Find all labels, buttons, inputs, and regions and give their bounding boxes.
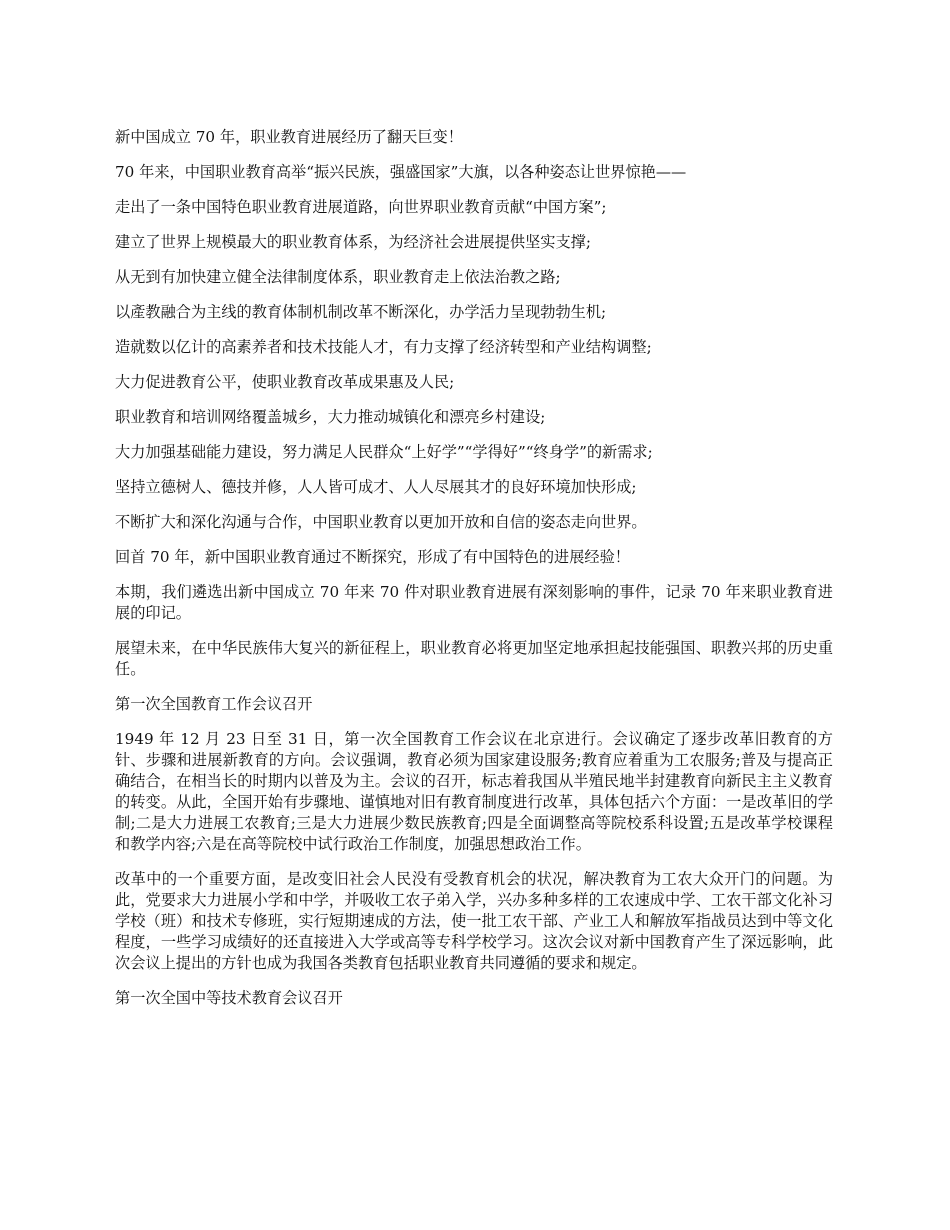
- document-page: [115, 127, 833, 1023]
- paragraph-talent: 造就数以亿计的高素养者和技术技能人才，有力支撑了经济转型和产业结构调整;: [115, 338, 652, 356]
- paragraph-capacity: 大力加强基础能力建设，努力满足人民群众“上好学”“学得好”“终身学”的新需求;: [115, 443, 653, 461]
- paragraph-morality: 坚持立德树人、德技并修，人人皆可成才、人人尽展其才的良好环境加快形成;: [115, 478, 637, 496]
- paragraph-cooperation: 不断扩大和深化沟通与合作，中国职业教育以更加开放和自信的姿态走向世界。: [115, 513, 647, 531]
- paragraph-china-path: 走出了一条中国特色职业教育进展道路，向世界职业教育贡献“中国方案”;: [115, 198, 607, 216]
- paragraph-legal-system: 从无到有加快建立健全法律制度体系，职业教育走上依法治教之路;: [115, 268, 561, 286]
- paragraph-outlook: 展望未来，在中华民族伟大复兴的新征程上，职业教育必将更加坚定地承担起技能强国、职教兴邦的历史重任。: [115, 639, 833, 678]
- paragraph-reform: 改革中的一个重要方面，是改变旧社会人民没有受教育机会的状况，解决教育为工农大众开门的问题。为此，党要求大力进展小学和中学，并吸收工农子弟入学，兴办多种多样的工农速成中学、工农干部文化补习学校（班）和技术专修班，实行短期速成的方法，使一批工农干部、产业工人和解放军指战员达到中等文化程度，一些学习成绩好的还直接进入大学或高等专科学校学习。这次会议对新中国教育产生了深远影响，此次会议上提出的方针也成为我国各类教育包括职业教育共同遵循的要求和规定。: [115, 870, 833, 972]
- paragraph-70-years: 70 年来，中国职业教育高举“振兴民族，强盛国家”大旗，以各种姿态让世界惊艳——: [115, 163, 687, 181]
- paragraph-industry-education: 以產教融合为主线的教育体制机制改革不断深化，办学活力呈现勃勃生机;: [115, 303, 607, 321]
- paragraph-conference-1949: 1949 年 12 月 23 日至 31 日，第一次全国教育工作会议在北京进行。会议确定了逐步改革旧教育的方针、步骤和进展新教育的方向。会议强调，教育必须为国家建设服务;教育应着重为工农服务;普及与提高正确结合，在相当长的时期内以普及为主。会议的召开，标志着我国从半殖民地半封建教育向新民主主义教育的转变。从此，全国开始有步骤地、谨慎地对旧有教育制度进行改革，具体包括六个方面：一是改革旧的学制;二是大力进展工农教育;三是大力进展少数民族教育;四是全面调整高等院校系科设置;五是改革学校课程和教学内容;六是在高等院校中试行政治工作制度，加强思想政治工作。: [115, 730, 833, 853]
- paragraph-intro-headline: 新中国成立 70 年，职业教育进展经历了翻天巨变！: [115, 128, 463, 146]
- paragraph-network: 职业教育和培训网络覆盖城乡，大力推动城镇化和漂亮乡村建设;: [115, 408, 546, 426]
- paragraph-this-issue: 本期，我们遴选出新中国成立 70 年来 70 件对职业教育进展有深刻影响的事件，记录 70 年来职业教育进展的印记。: [115, 583, 833, 622]
- paragraph-look-back: 回首 70 年，新中国职业教育通过不断探究，形成了有中国特色的进展经验！: [115, 548, 630, 566]
- section-heading-first-education-conference: 第一次全国教育工作会议召开: [115, 695, 313, 713]
- section-heading-first-technical-conference: 第一次全国中等技术教育会议召开: [115, 989, 343, 1007]
- paragraph-largest-system: 建立了世界上规模最大的职业教育体系，为经济社会进展提供坚实支撑;: [115, 233, 591, 251]
- paragraph-equity: 大力促进教育公平，使职业教育改革成果惠及人民;: [115, 373, 455, 391]
